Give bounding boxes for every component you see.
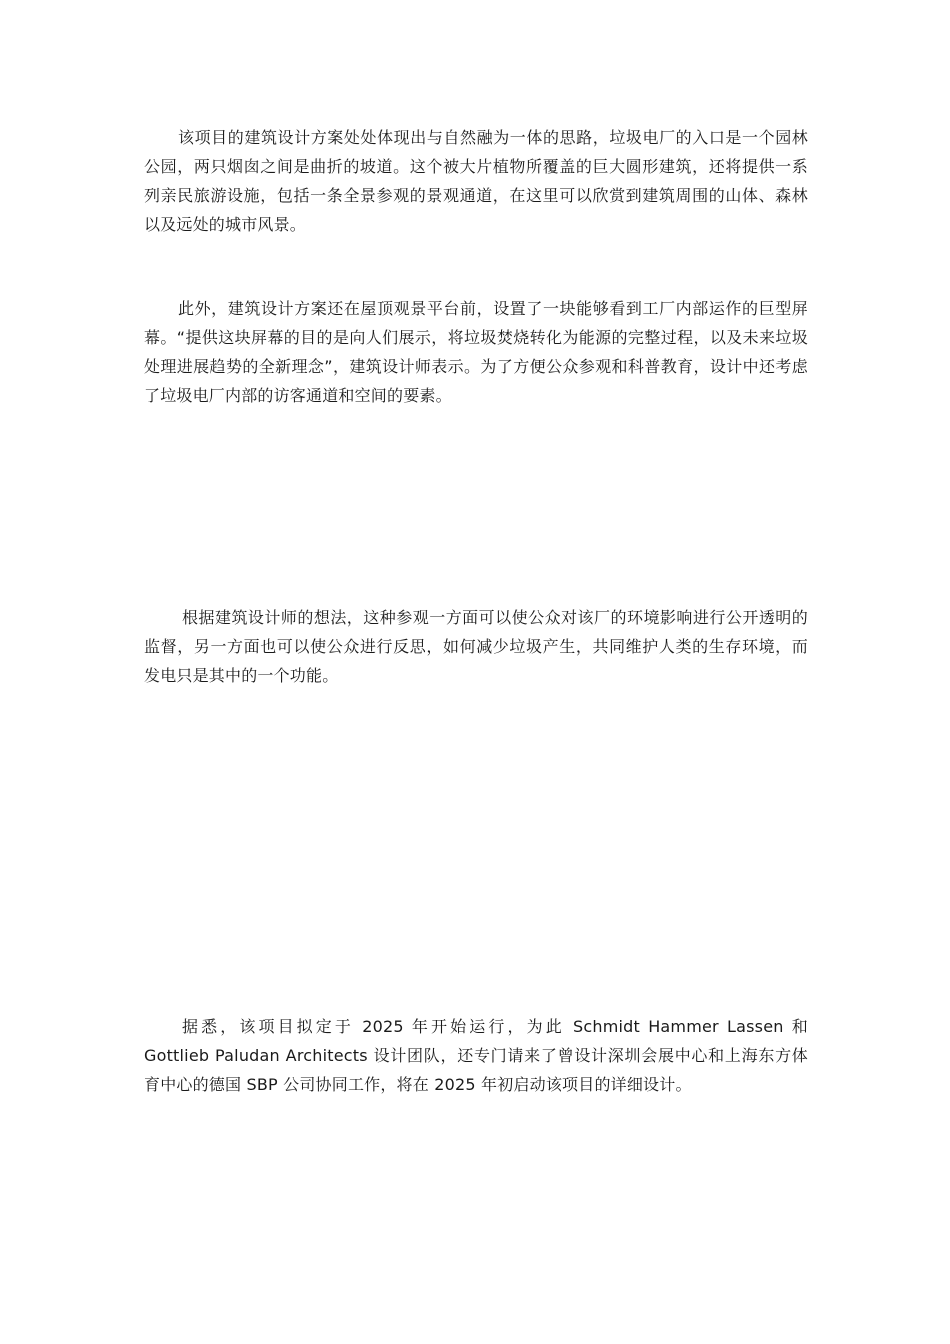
- paragraph-public-supervision: 根据建筑设计师的想法，这种参观一方面可以使公众对该厂的环境影响进行公开透明的监督，另一方面也可以使公众进行反思，如何减少垃圾产生，共同维护人类的生存环境，而发电只是其中的一个功能。: [144, 608, 808, 685]
- paragraph-design-concept: 该项目的建筑设计方案处处体现出与自然融为一体的思路，垃圾电厂的入口是一个园林公园，两只烟囱之间是曲折的坡道。这个被大片植物所覆盖的巨大圆形建筑，还将提供一系列亲民旅游设施，包括一条全景参观的景观通道，在这里可以欣赏到建筑周围的山体、森林以及远处的城市风景。: [144, 128, 808, 234]
- paragraph-project-schedule: 据悉，该项目拟定于 2025 年开始运行，为此 Schmidt Hammer Lassen 和 Gottlieb Paludan Architects 设计团队，还专门请来了曾设计深圳会展中心和上海东方体育中心的德国 SBP 公司协同工作，将在 2025 年初启动该项目的详细设计。: [144, 1017, 808, 1094]
- paragraph-rooftop-screen: 此外，建筑设计方案还在屋顶观景平台前，设置了一块能够看到工厂内部运作的巨型屏幕。“提供这块屏幕的目的是向人们展示，将垃圾焚烧转化为能源的完整过程，以及未来垃圾处理进展趋势的全新理念”，建筑设计师表示。为了方便公众参观和科普教育，设计中还考虑了垃圾电厂内部的访客通道和空间的要素。: [144, 299, 808, 405]
